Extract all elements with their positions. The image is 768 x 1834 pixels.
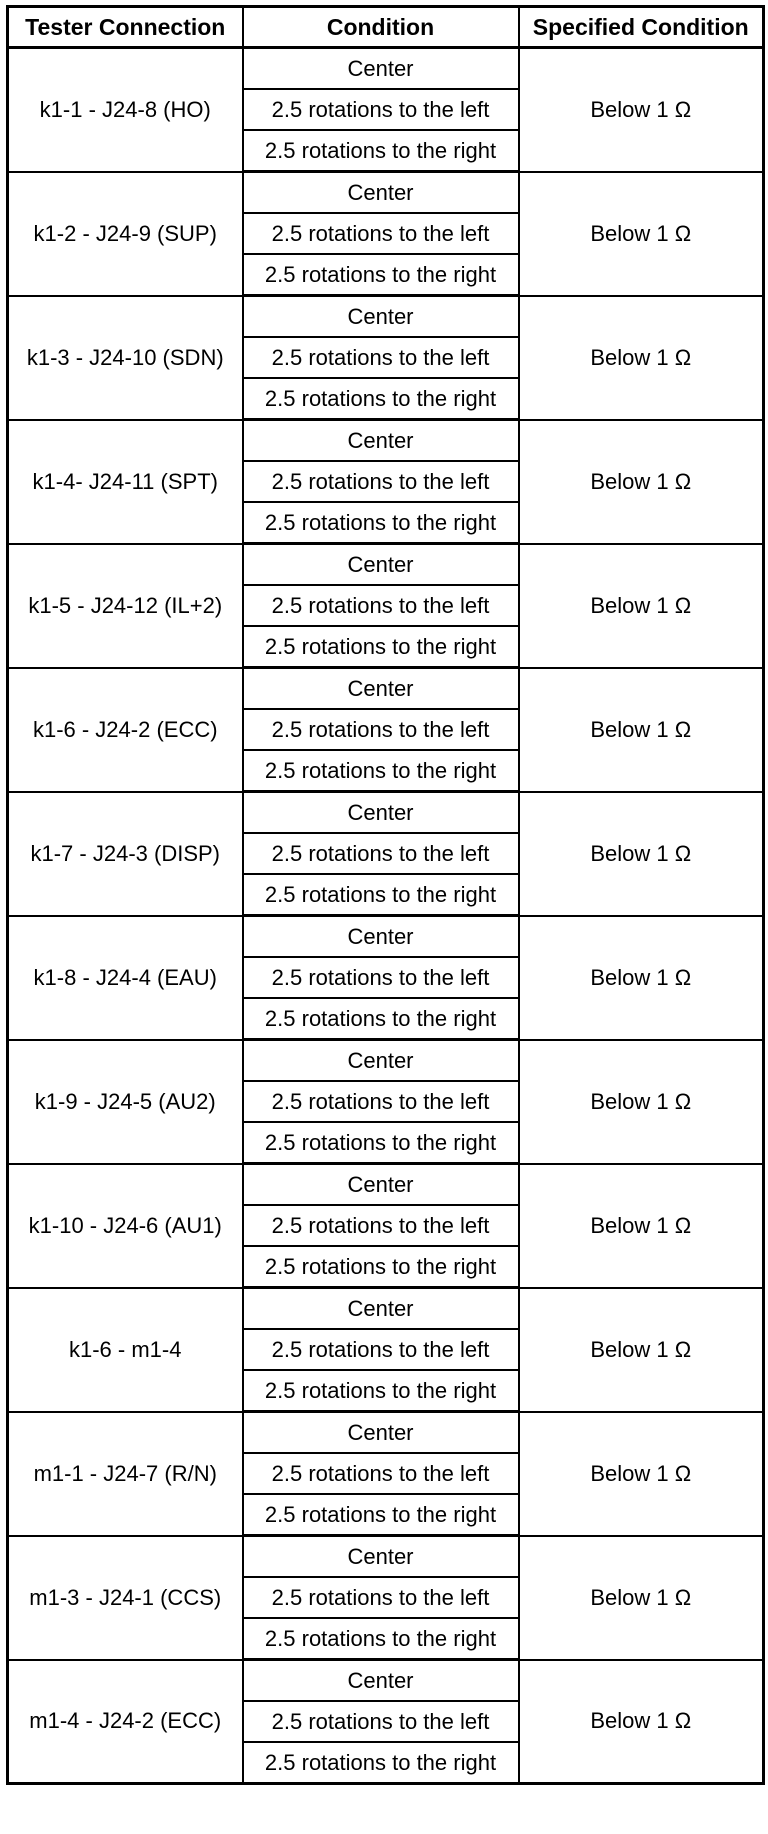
table-body — [8, 48, 764, 1784]
table-row — [8, 1660, 764, 1702]
condition-cell: Center — [243, 296, 519, 338]
tester-connection-cell: k1-5 - J24-12 (IL+2) — [8, 544, 243, 668]
tester-connection-cell: k1-8 - J24-4 (EAU) — [8, 916, 243, 1040]
table-header — [8, 7, 764, 48]
condition-cell: Center — [243, 172, 519, 214]
tester-connection-cell: k1-4- J24-11 (SPT) — [8, 420, 243, 544]
spec-table — [6, 5, 765, 1785]
condition-cell: 2.5 rotations to the left — [243, 461, 519, 502]
specified-condition-cell: Below 1 Ω — [519, 296, 764, 420]
condition-cell: Center — [243, 544, 519, 586]
condition-cell: 2.5 rotations to the left — [243, 957, 519, 998]
condition-cell: 2.5 rotations to the right — [243, 998, 519, 1040]
condition-cell: Center — [243, 668, 519, 710]
condition-cell: Center — [243, 1660, 519, 1702]
specified-condition-cell: Below 1 Ω — [519, 1164, 764, 1288]
table-row — [8, 1040, 764, 1082]
tester-connection-cell: k1-7 - J24-3 (DISP) — [8, 792, 243, 916]
condition-cell: 2.5 rotations to the left — [243, 337, 519, 378]
condition-cell: 2.5 rotations to the left — [243, 213, 519, 254]
table-row — [8, 48, 764, 90]
table-row — [8, 544, 764, 586]
tester-connection-cell: k1-2 - J24-9 (SUP) — [8, 172, 243, 296]
tester-connection-cell: k1-9 - J24-5 (AU2) — [8, 1040, 243, 1164]
specified-condition-cell: Below 1 Ω — [519, 1660, 764, 1784]
condition-cell: 2.5 rotations to the right — [243, 874, 519, 916]
condition-cell: Center — [243, 1040, 519, 1082]
table-row — [8, 1288, 764, 1330]
condition-cell: 2.5 rotations to the left — [243, 1329, 519, 1370]
condition-cell: Center — [243, 1412, 519, 1454]
specified-condition-cell: Below 1 Ω — [519, 1288, 764, 1412]
condition-cell: Center — [243, 916, 519, 958]
condition-cell: 2.5 rotations to the left — [243, 89, 519, 130]
tester-connection-cell: k1-3 - J24-10 (SDN) — [8, 296, 243, 420]
tester-connection-cell: k1-6 - J24-2 (ECC) — [8, 668, 243, 792]
condition-cell: 2.5 rotations to the right — [243, 130, 519, 172]
specified-condition-cell: Below 1 Ω — [519, 792, 764, 916]
header-tester-connection: Tester Connection — [8, 7, 243, 48]
condition-cell: 2.5 rotations to the right — [243, 1370, 519, 1412]
condition-cell: 2.5 rotations to the right — [243, 1246, 519, 1288]
specified-condition-cell: Below 1 Ω — [519, 544, 764, 668]
condition-cell: 2.5 rotations to the left — [243, 1205, 519, 1246]
table-row — [8, 1164, 764, 1206]
tester-connection-cell: k1-1 - J24-8 (HO) — [8, 48, 243, 172]
table-row — [8, 1536, 764, 1578]
specified-condition-cell: Below 1 Ω — [519, 48, 764, 172]
condition-cell: Center — [243, 1288, 519, 1330]
header-specified-condition: Specified Condition — [519, 7, 764, 48]
condition-cell: 2.5 rotations to the left — [243, 1577, 519, 1618]
tester-connection-cell: m1-4 - J24-2 (ECC) — [8, 1660, 243, 1784]
tester-connection-cell: k1-6 - m1-4 — [8, 1288, 243, 1412]
condition-cell: 2.5 rotations to the right — [243, 1494, 519, 1536]
tester-connection-cell: m1-3 - J24-1 (CCS) — [8, 1536, 243, 1660]
table-row — [8, 296, 764, 338]
specified-condition-cell: Below 1 Ω — [519, 1536, 764, 1660]
condition-cell: Center — [243, 48, 519, 90]
table-row — [8, 792, 764, 834]
header-row — [8, 7, 764, 48]
condition-cell: 2.5 rotations to the right — [243, 626, 519, 668]
condition-cell: 2.5 rotations to the right — [243, 378, 519, 420]
specified-condition-cell: Below 1 Ω — [519, 420, 764, 544]
table-row — [8, 668, 764, 710]
specified-condition-cell: Below 1 Ω — [519, 1412, 764, 1536]
condition-cell: 2.5 rotations to the right — [243, 254, 519, 296]
table-row — [8, 420, 764, 462]
condition-cell: 2.5 rotations to the left — [243, 585, 519, 626]
condition-cell: 2.5 rotations to the left — [243, 1453, 519, 1494]
specified-condition-cell: Below 1 Ω — [519, 172, 764, 296]
specified-condition-cell: Below 1 Ω — [519, 1040, 764, 1164]
condition-cell: 2.5 rotations to the right — [243, 1742, 519, 1784]
condition-cell: 2.5 rotations to the right — [243, 502, 519, 544]
condition-cell: Center — [243, 420, 519, 462]
table-row — [8, 916, 764, 958]
tester-connection-cell: m1-1 - J24-7 (R/N) — [8, 1412, 243, 1536]
condition-cell: 2.5 rotations to the left — [243, 833, 519, 874]
table-row — [8, 172, 764, 214]
condition-cell: 2.5 rotations to the left — [243, 709, 519, 750]
specified-condition-cell: Below 1 Ω — [519, 668, 764, 792]
condition-cell: 2.5 rotations to the right — [243, 750, 519, 792]
condition-cell: 2.5 rotations to the right — [243, 1618, 519, 1660]
table-row — [8, 1412, 764, 1454]
tester-connection-cell: k1-10 - J24-6 (AU1) — [8, 1164, 243, 1288]
specified-condition-cell: Below 1 Ω — [519, 916, 764, 1040]
condition-cell: 2.5 rotations to the left — [243, 1701, 519, 1742]
header-condition: Condition — [243, 7, 519, 48]
condition-cell: Center — [243, 1536, 519, 1578]
condition-cell: 2.5 rotations to the left — [243, 1081, 519, 1122]
condition-cell: Center — [243, 1164, 519, 1206]
condition-cell: Center — [243, 792, 519, 834]
condition-cell: 2.5 rotations to the right — [243, 1122, 519, 1164]
